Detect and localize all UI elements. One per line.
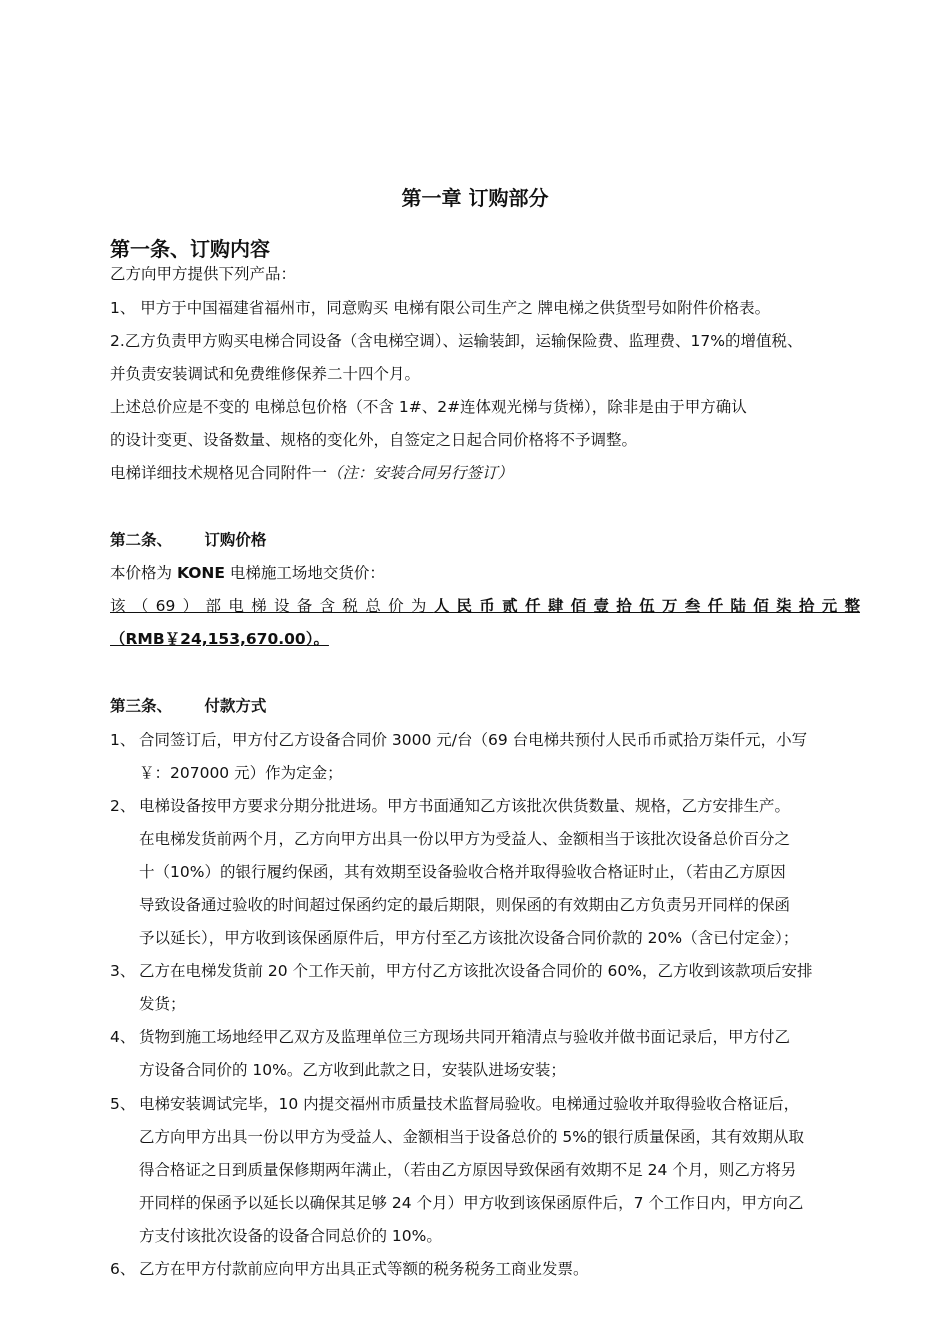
item-line: 电梯设备按甲方要求分期分批进场。甲方书面通知乙方该批次供货数量、规格，乙方安排生产。 xyxy=(139,797,791,815)
section2-heading: 第二条、 订购价格 xyxy=(110,531,267,549)
section1-para-line2: 的设计变更、设备数量、规格的变化外，自签定之日起合同价格将不予调整。 xyxy=(110,431,638,449)
section1-intro: 乙方向甲方提供下列产品： xyxy=(110,265,297,283)
item-line: 货物到施工场地经甲乙双方及监理单位三方现场共同开箱清点与验收并做书面记录后，甲方付乙 xyxy=(139,1028,791,1046)
spec-note: （注：安装合同另行签订） xyxy=(327,464,514,482)
item-number: 3、 xyxy=(110,962,136,980)
item-line: 乙方在甲方付款前应向甲方出具正式等额的税务税务工商业发票。 xyxy=(139,1260,589,1278)
item-line: 在电梯发货前两个月，乙方向甲方出具一份以甲方为受益人、金额相当于该批次设备总价百分之 xyxy=(139,830,791,848)
item-line: 开同样的保函予以延长以确保其足够 24 个月）甲方收到该保函原件后，7 个工作日内，甲方向乙 xyxy=(139,1194,804,1212)
item-line: 合同签订后，甲方付乙方设备合同价 3000 元/台（69 台电梯共预付人民币币贰拾万柒仟元，小写 xyxy=(139,731,808,749)
section1-item2-line2: 并负责安装调试和免费维修保养二十四个月。 xyxy=(110,365,421,383)
item-line: 乙方在电梯发货前 20 个工作天前，甲方付乙方该批次设备合同价的 60%，乙方收到该款项后安排 xyxy=(139,962,813,980)
item-line: 方设备合同价的 10%。乙方收到此款之日，安装队进场安装； xyxy=(139,1061,566,1079)
section2-total-line2: （RMB￥24,153,670.00）。 xyxy=(110,630,329,648)
section3-heading: 第三条、 付款方式 xyxy=(110,697,267,715)
payment-item-3 xyxy=(110,961,812,981)
item-line: 十（10%）的银行履约保函，其有效期至设备验收合格并取得验收合格证时止，（若由乙方原因 xyxy=(139,863,786,881)
section1-para-line1: 上述总价应是不变的 电梯总包价格（不含 1#、2#连体观光梯与货梯），除非是由于甲方确认 xyxy=(110,398,747,416)
item-number: 6、 xyxy=(110,1260,136,1278)
section2-total-line1 xyxy=(110,596,860,616)
item-line: 导致设备通过验收的时间超过保函约定的最后期限，则保函的有效期由乙方负责另开同样的保函 xyxy=(139,896,791,914)
item-line: 发货； xyxy=(139,995,186,1013)
price-prefix: 本价格为 xyxy=(110,564,177,582)
item-line: 予以延长），甲方收到该保函原件后，甲方付至乙方该批次设备合同价款的 20%（含已付定金）； xyxy=(139,929,799,947)
item-number: 4、 xyxy=(110,1028,136,1046)
payment-item-4 xyxy=(110,1027,790,1047)
item-line: 乙方向甲方出具一份以甲方为受益人、金额相当于设备总价的 5%的银行质量保函，其有效期从取 xyxy=(139,1128,805,1146)
payment-item-6 xyxy=(110,1259,589,1279)
price-brand: KONE xyxy=(176,564,225,582)
section1-heading: 第一条、订购内容 xyxy=(110,237,270,261)
section1-item1: 1、 甲方于中国福建省福州市，同意购买 电梯有限公司生产之 牌电梯之供货型号如附件价格表。 xyxy=(110,299,771,317)
total-part1: 该（69）部电梯设备含税总价为 xyxy=(110,597,434,615)
item-line: 电梯安装调试完毕，10 内提交福州市质量技术监督局验收。电梯通过验收并取得验收合格证后， xyxy=(139,1095,800,1113)
section2-price-line xyxy=(110,563,385,583)
item-line: 方支付该批次设备的设备合同总价的 10%。 xyxy=(139,1227,442,1245)
total-part2: 人民币贰仟肆佰壹拾伍万叁仟陆佰柒拾元整 xyxy=(433,597,860,615)
section1-item2-line1: 2.乙方负责甲方购买电梯合同设备（含电梯空调）、运输装卸，运输保险费、监理费、17%的增值税、 xyxy=(110,332,803,350)
payment-item-5 xyxy=(110,1094,799,1114)
spec-text: 电梯详细技术规格见合同附件一 xyxy=(110,464,328,482)
item-line: 得合格证之日到质量保修期两年满止，（若由乙方原因导致保函有效期不足 24 个月，则乙方将另 xyxy=(139,1161,797,1179)
chapter-title: 第一章 订购部分 xyxy=(401,186,549,210)
item-number: 5、 xyxy=(110,1095,136,1113)
price-suffix: 电梯施工场地交货价： xyxy=(225,564,385,582)
item-number: 2、 xyxy=(110,797,136,815)
payment-item-2 xyxy=(110,796,790,816)
section1-spec-line xyxy=(110,463,513,483)
payment-item-1 xyxy=(110,730,807,750)
item-line: ￥：207000 元）作为定金； xyxy=(139,764,343,782)
item-number: 1、 xyxy=(110,731,136,749)
